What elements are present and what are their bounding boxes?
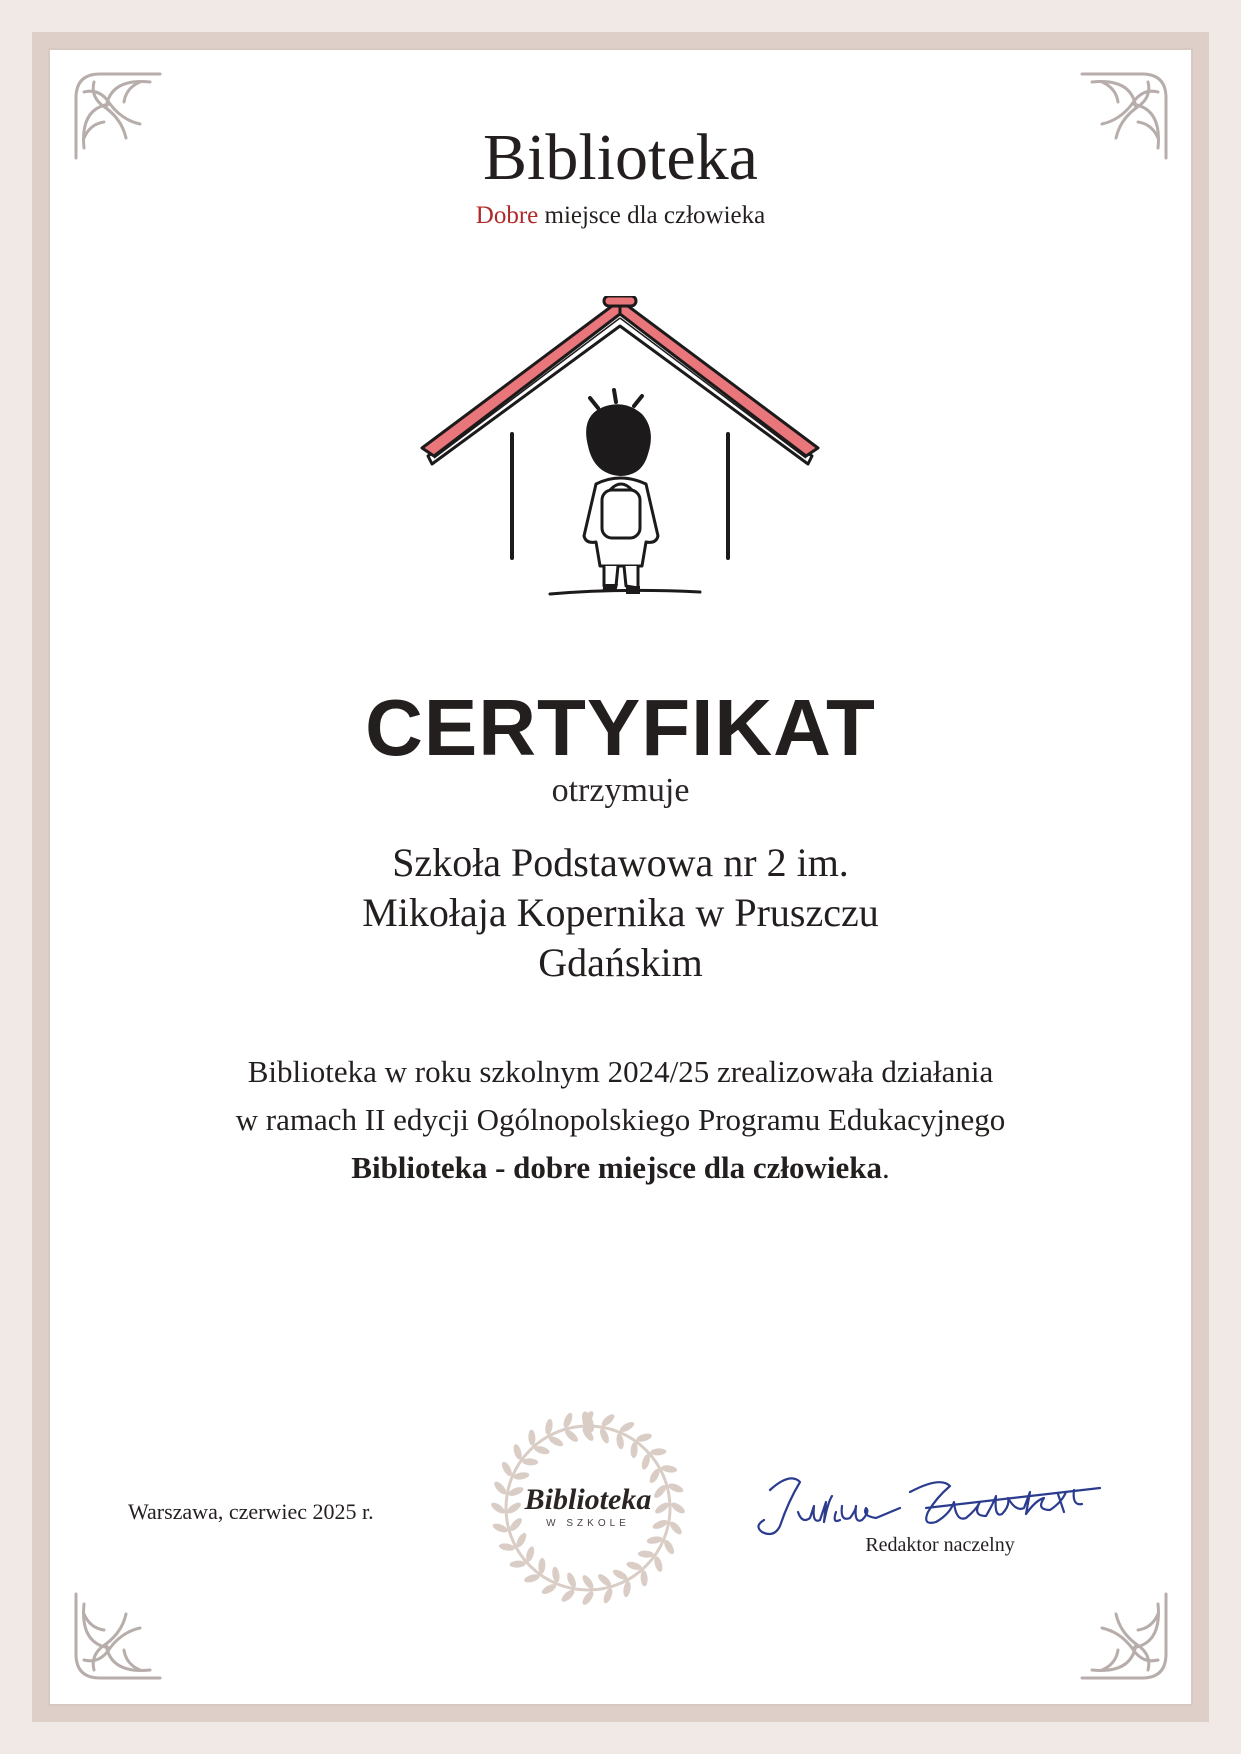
recipient-name [0, 838, 1241, 988]
laurel-leaf [630, 1442, 638, 1458]
place-date: Warszawa, czerwiec 2025 r. [128, 1499, 374, 1524]
seal-subtitle: W SZKOLE [546, 1518, 630, 1529]
seal-name: Biblioteka [524, 1483, 652, 1516]
corner-ornament-icon [70, 1588, 166, 1684]
laurel-leaf [581, 1589, 596, 1606]
recipient-line: Szkoła Podstawowa nr 2 im. [392, 840, 849, 885]
brand-subtitle [0, 200, 1241, 232]
laurel-leaf [581, 1573, 596, 1590]
laurel-leaf [638, 1550, 654, 1558]
recipient-line: Mikołaja Kopernika w Pruszczu [362, 890, 879, 935]
certificate-description [0, 1048, 1241, 1192]
laurel-leaf [538, 1558, 546, 1574]
seal-logo [488, 1408, 688, 1608]
description-line: Biblioteka w roku szkolnym 2024/25 zrealizowała działania [247, 1054, 994, 1089]
laurel-leaf [640, 1570, 648, 1586]
brand-title: Biblioteka [483, 121, 758, 194]
laurel-leaf [509, 1560, 525, 1568]
laurel-leaf [528, 1429, 536, 1445]
signature-handwriting [740, 1462, 1120, 1542]
brand-subtitle-rest: miejsce dla człowieka [538, 202, 766, 229]
recipient-line: Gdańskim [538, 940, 703, 985]
program-name: Biblioteka - dobre miejsce dla człowieka [351, 1150, 882, 1185]
receives-label: otrzymuje [551, 772, 690, 809]
laurel-leaf [650, 1448, 666, 1456]
description-line: w ramach II edycji Ogólnopolskiego Programu Edukacyjnego [235, 1102, 1006, 1137]
laurel-leaf [522, 1458, 538, 1466]
signature-role: Redaktor naczelny [865, 1534, 1015, 1556]
book-roof-child-icon [420, 296, 820, 606]
description-line [0, 1144, 1241, 1192]
description-period: . [881, 1150, 890, 1185]
corner-ornament-icon [1076, 1588, 1172, 1684]
signature-image [740, 1462, 1120, 1542]
brand-subtitle-accent: Dobre [475, 202, 539, 229]
certificate-title: CERTYFIKAT [365, 683, 876, 772]
